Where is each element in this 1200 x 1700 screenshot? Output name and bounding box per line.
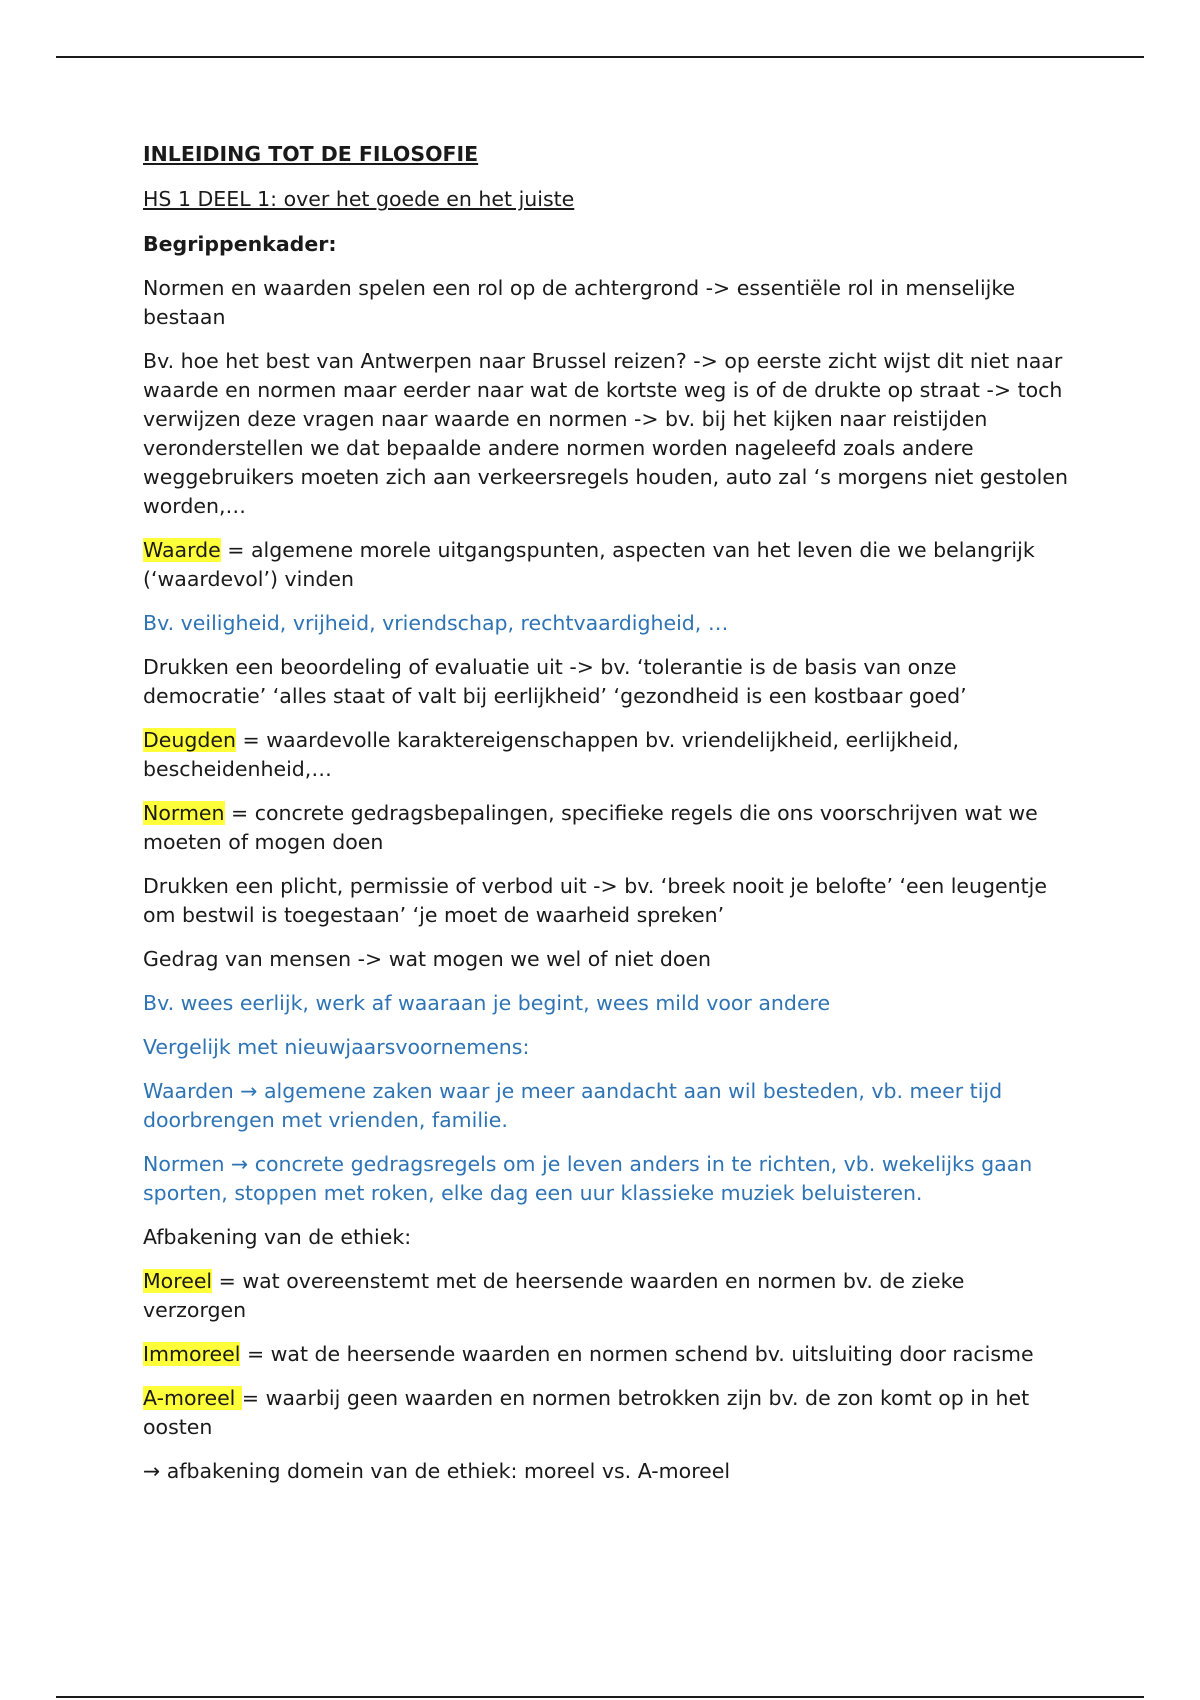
paragraph-gedrag: Gedrag van mensen -> wat mogen we wel of niet doen — [143, 947, 712, 971]
section-heading: Begrippenkader: — [143, 232, 337, 256]
document-title: INLEIDING TOT DE FILOSOFIE — [143, 142, 479, 166]
definition-deugden-text: = waardevolle karaktereigenschappen bv. vriendelijkheid, eerlijkheid, bescheidenheid,… — [143, 728, 959, 781]
vergelijk-heading: Vergelijk met nieuwjaarsvoornemens: — [143, 1035, 530, 1059]
paragraph-intro: Normen en waarden spelen een rol op de achtergrond -> essentiële rol in menselijke bestaan — [143, 276, 1016, 329]
header-rule — [56, 56, 1144, 58]
definition-immoreel — [143, 1340, 1068, 1369]
paragraph-afbakening: Afbakening van de ethiek: — [143, 1225, 412, 1249]
normen-example: Bv. wees eerlijk, werk af waaraan je begint, wees mild voor andere — [143, 991, 831, 1015]
definition-immoreel-text: = wat de heersende waarden en normen schend bv. uitsluiting door racisme — [240, 1342, 1034, 1366]
term-deugden: Deugden — [143, 728, 237, 752]
definition-moreel — [143, 1267, 1068, 1325]
term-immoreel: Immoreel — [143, 1342, 241, 1366]
definition-amoreel-text: = waarbij geen waarden en normen betrokken zijn bv. de zon komt op in het oosten — [143, 1386, 1030, 1439]
paragraph-conclusion: → afbakening domein van de ethiek: moreel vs. A-moreel — [143, 1459, 731, 1483]
normen-arrow-line: Normen → concrete gedragsregels om je leven anders in te richten, vb. wekelijks gaan sporten, stoppen met roken, elke dag een uur klassieke muziek beluisteren. — [143, 1152, 1033, 1205]
footer-rule — [56, 1696, 1144, 1698]
term-normen: Normen — [143, 801, 225, 825]
waarde-example: Bv. veiligheid, vrijheid, vriendschap, rechtvaardigheid, … — [143, 611, 729, 635]
paragraph-waarde-evaluatie: Drukken een beoordeling of evaluatie uit -> bv. ‘tolerantie is de basis van onze democratie’ ‘alles staat of valt bij eerlijkheid’ ‘gezondheid is een kostbaar goed’ — [143, 655, 967, 708]
document-subtitle: HS 1 DEEL 1: over het goede en het juiste — [143, 187, 575, 211]
definition-waarde-text: = algemene morele uitgangspunten, aspecten van het leven die we belangrijk (‘waardevol’) vinden — [143, 538, 1035, 591]
document-body — [143, 140, 1068, 1501]
term-amoreel: A-moreel — [143, 1386, 242, 1410]
definition-amoreel — [143, 1384, 1068, 1442]
definition-deugden — [143, 726, 1068, 784]
term-moreel: Moreel — [143, 1269, 213, 1293]
waarden-arrow-line: Waarden → algemene zaken waar je meer aandacht aan wil besteden, vb. meer tijd doorbrengen met vrienden, familie. — [143, 1079, 1003, 1132]
definition-waarde — [143, 536, 1068, 594]
paragraph-example: Bv. hoe het best van Antwerpen naar Brussel reizen? -> op eerste zicht wijst dit niet naar waarde en normen maar eerder naar wat de kortste weg is of de drukte op straat -> toch verwijzen deze vragen naar waarde en normen -> bv. bij het kijken naar reistijden veronderstellen we dat bepaalde andere normen worden nageleefd zoals andere weggebruikers moeten zich aan verkeersregels houden, auto zal ‘s morgens niet gestolen worden,… — [143, 349, 1068, 518]
definition-normen-text: = concrete gedragsbepalingen, specifieke regels die ons voorschrijven wat we moeten of mogen doen — [143, 801, 1038, 854]
paragraph-normen-plicht: Drukken een plicht, permissie of verbod uit -> bv. ‘breek nooit je belofte’ ‘een leugentje om bestwil is toegestaan’ ‘je moet de waarheid spreken’ — [143, 874, 1047, 927]
definition-normen — [143, 799, 1068, 857]
definition-moreel-text: = wat overeenstemt met de heersende waarden en normen bv. de zieke verzorgen — [143, 1269, 965, 1322]
term-waarde: Waarde — [143, 538, 221, 562]
